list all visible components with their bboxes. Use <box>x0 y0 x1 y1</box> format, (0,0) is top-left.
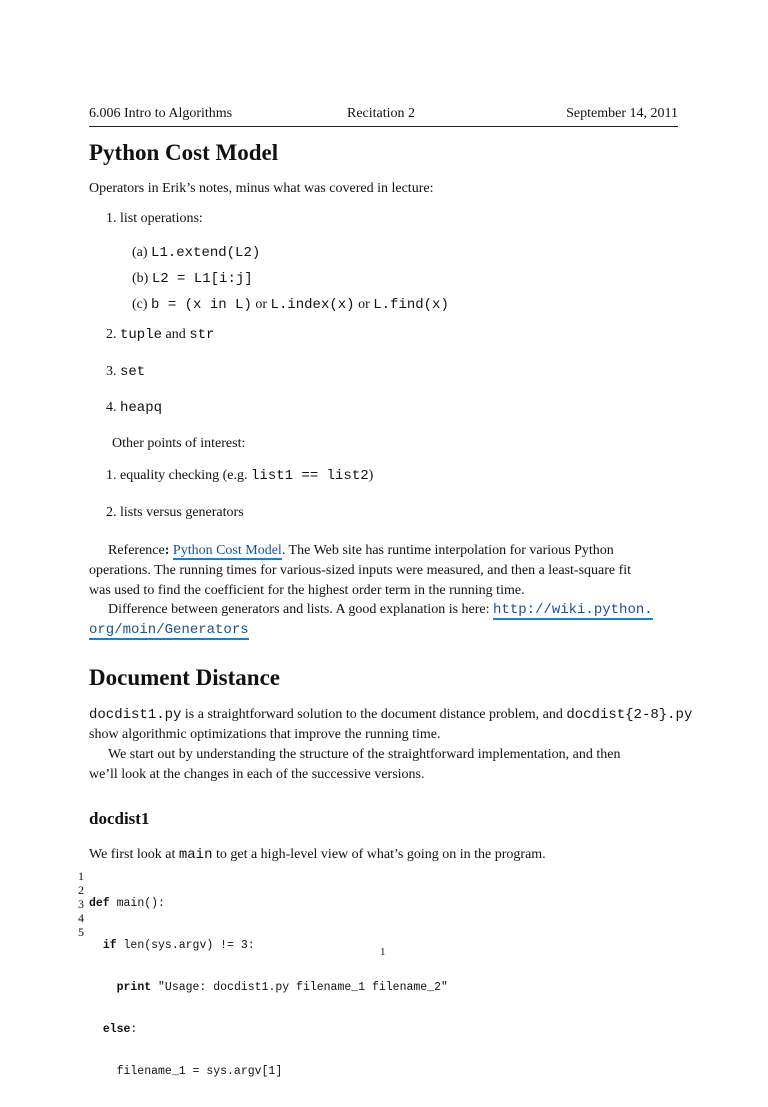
generators-url-link-cont[interactable]: org/moin/Generators <box>89 622 249 638</box>
list-item <box>106 466 373 486</box>
intro-text: to get a high-level view of what’s going on in the program. <box>215 847 546 862</box>
generators-url-link[interactable]: http://wiki.python. <box>493 602 653 618</box>
code-filename: docdist1.py <box>89 707 182 723</box>
line-number: 1 <box>78 869 84 883</box>
sub-item-code: L2 = L1[i:j] <box>151 271 253 287</box>
code-line: print "Usage: docdist1.py filename_1 filename_2" <box>116 981 448 994</box>
other-points-heading: Other points of interest: <box>112 436 246 451</box>
item-number: 1. <box>106 468 117 483</box>
list-item <box>106 362 145 382</box>
sub-item-code: L.index(x) <box>270 297 355 313</box>
item-label: list operations: <box>120 211 203 226</box>
item-code: set <box>120 364 146 380</box>
generators-text: Difference between generators and lists. A good explanation is here: <box>108 602 490 617</box>
section-title-document-distance: Document Distance <box>89 665 280 690</box>
reference-line-2: operations. The running times for various-sized inputs were measured, and then a least-square fit <box>89 563 632 578</box>
item-number: 1. <box>106 211 117 226</box>
reference-rest: . The Web site has runtime interpolation for various Python <box>281 543 614 558</box>
p1-text: is a straightforward solution to the document distance problem, and <box>184 707 563 722</box>
sub-item-number: (c) <box>132 297 148 312</box>
item-text: and <box>165 327 186 342</box>
code-line: else: <box>102 1023 138 1036</box>
header-recitation: Recitation 2 <box>347 106 416 121</box>
line-number: 3 <box>78 897 84 911</box>
or-text: or <box>358 297 370 312</box>
list-item <box>106 325 214 345</box>
page-number: 1 <box>380 946 386 958</box>
item-number: 2. <box>106 327 117 342</box>
code-filename: docdist{2-8}.py <box>566 707 693 723</box>
item-text-close: ) <box>368 468 374 483</box>
sub-item-code: L.find(x) <box>373 297 449 313</box>
code-line: filename_1 = sys.argv[1] <box>89 1065 283 1078</box>
code-listing <box>89 869 448 1107</box>
code-main: main <box>178 847 213 863</box>
item-number: 2. <box>106 505 117 520</box>
item-text: equality checking (e.g. <box>120 468 248 483</box>
header-course: 6.006 Intro to Algorithms <box>89 106 233 121</box>
item-number: 4. <box>106 400 117 415</box>
intro-text: We first look at <box>89 847 176 862</box>
sub-item-code: b = (x in L) <box>151 297 252 313</box>
section1-intro: Operators in Erik’s notes, minus what was covered in lecture: <box>89 181 434 196</box>
subsection-title-docdist1: docdist1 <box>89 809 150 828</box>
sub-item-number: (b) <box>132 271 149 286</box>
reference-line-1 <box>108 541 614 561</box>
header-date: September 14, 2011 <box>566 106 678 121</box>
code-line: if len(sys.argv) != 3: <box>102 939 255 952</box>
reference-label: Reference <box>108 543 165 558</box>
line-number: 4 <box>78 911 84 925</box>
code-line-numbers <box>72 869 84 939</box>
subsection-intro <box>89 845 546 865</box>
item-number: 3. <box>106 364 117 379</box>
page-header <box>89 104 678 127</box>
sub-list-item <box>132 243 260 263</box>
list-item <box>106 503 244 523</box>
sub-list-item <box>132 295 449 315</box>
line-number: 5 <box>78 925 84 939</box>
list-item <box>106 398 162 418</box>
section2-p2-line2: we’ll look at the changes in each of the successive versions. <box>89 767 425 782</box>
sub-item-number: (a) <box>132 245 148 260</box>
reference-colon: : <box>164 543 170 558</box>
section2-p2-line1: We start out by understanding the structure of the straightforward implementation, and then <box>108 747 621 762</box>
code-line: def main(): <box>89 897 165 910</box>
or-text: or <box>255 297 268 312</box>
item-code: list1 == list2 <box>251 468 369 484</box>
list-item <box>106 209 203 229</box>
reference-line-5 <box>89 620 249 640</box>
item-code: tuple <box>120 327 163 343</box>
sub-item-code: L1.extend(L2) <box>151 245 261 261</box>
item-code: heapq <box>120 400 163 416</box>
line-number: 2 <box>78 883 84 897</box>
reference-line-3: was used to find the coefficient for the highest order term in the running time. <box>89 583 525 598</box>
item-code: str <box>189 327 215 343</box>
section2-p1-line1 <box>89 705 692 725</box>
reference-line-4 <box>108 600 653 620</box>
item-text: lists versus generators <box>120 505 244 520</box>
section-title-python-cost-model: Python Cost Model <box>89 140 279 165</box>
section2-p1-line2: show algorithmic optimizations that improve the running time. <box>89 727 441 742</box>
sub-list-item <box>132 269 253 289</box>
python-cost-model-link[interactable]: Python Cost Model <box>172 543 282 558</box>
